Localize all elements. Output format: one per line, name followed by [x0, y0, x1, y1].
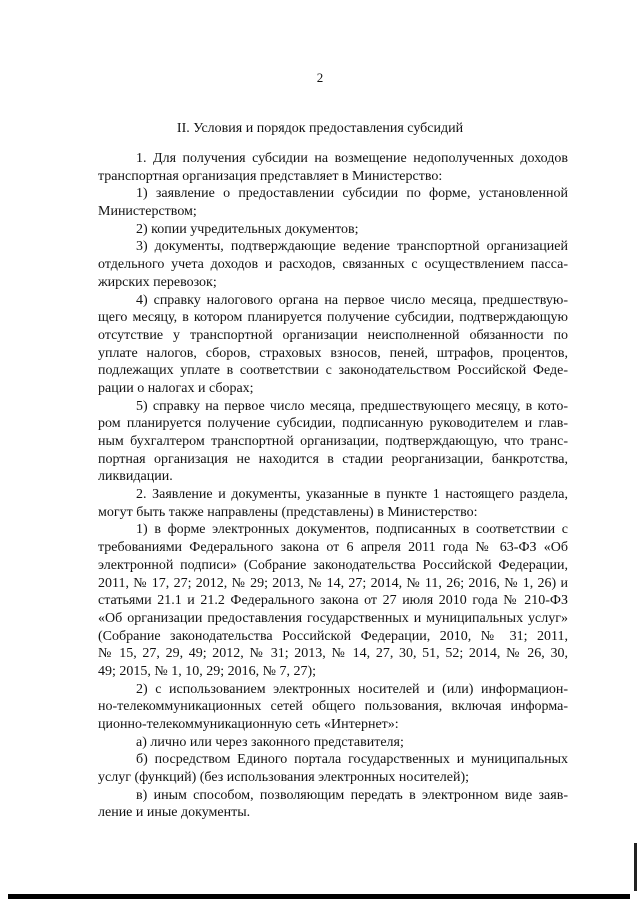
text-line: а) лично или через законного представителя;: [136, 734, 404, 750]
text-line: 49; 2015, № 1, 10, 29; 2016, № 7, 27);: [98, 663, 317, 679]
text-line: 2) с использованием электронных носителей и (или) информацион-: [136, 681, 568, 697]
text-line: 5) справку на первое число месяца, предшествующего месяцу, в кото-: [136, 398, 568, 414]
text-line: Министерством;: [98, 204, 197, 220]
text-line: «Об организации предоставления государственных и муниципальных услуг»: [98, 610, 568, 626]
text-line: ление и иные документы.: [98, 805, 251, 821]
text-line: ным бухгалтером транспортной организации, подтверждающую, что транс-: [98, 434, 568, 449]
text-line: ционно-телекоммуникационную сеть «Интернет»:: [98, 717, 399, 732]
scan-bottom-border: [8, 894, 630, 899]
text-line: щего месяцу, в котором планируется получение субсидии, подтверждающую: [98, 310, 568, 326]
text-line: 1) заявление о предоставлении субсидии по форме, установленной: [136, 186, 568, 202]
text-line: жирских перевозок;: [98, 274, 217, 290]
document-body: [98, 150, 568, 822]
text-line: ликвидации.: [98, 469, 173, 485]
text-line: № 15, 27, 29, 49; 2012, № 31; 2013, № 14, 27, 30, 51, 52; 2014, № 26, 30,: [98, 646, 568, 662]
text-line: рации о налогах и сборах;: [98, 380, 254, 396]
text-line: требованиями Федерального закона от 6 апреля 2011 года № 63-ФЗ «Об: [98, 540, 568, 556]
text-line: отдельного учета доходов и расходов, связанных с осуществлением пасса-: [98, 257, 568, 273]
page-number: 2: [316, 70, 324, 85]
text-line: могут быть также направлены (представлены) в Министерство:: [98, 504, 478, 520]
text-line: 2) копии учредительных документов;: [136, 221, 359, 237]
text-line: подлежащих уплате в соответствии с законодательством Российской Феде-: [98, 363, 568, 379]
text-line: б) посредством Единого портала государственных и муниципальных: [136, 752, 568, 768]
text-line: 4) справку налогового органа на первое число месяца, предшествую-: [136, 292, 568, 308]
text-line: 1. Для получения субсидии на возмещение недополученных доходов: [136, 151, 568, 166]
text-line: 2011, № 17, 27; 2012, № 29; 2013, № 14, 27; 2014, № 11, 26; 2016, № 1, 26) и: [98, 575, 568, 591]
text-line: 2. Заявление и документы, указанные в пункте 1 настоящего раздела,: [136, 487, 568, 503]
text-line: 3) документы, подтверждающие ведение транспортной организацией: [136, 239, 568, 255]
text-line: в) иным способом, позволяющим передать в электронном виде заяв-: [136, 787, 568, 803]
text-line: услуг (функций) (без использования электронных носителей);: [98, 770, 470, 786]
text-line: но-телекоммуникационных сетей общего пользования, включая информа-: [98, 699, 568, 715]
text-line: уплате налогов, сборов, страховых взносов, пеней, штрафов, процентов,: [98, 345, 568, 361]
text-line: ром планируется получение субсидии, подписанную руководителем и глав-: [98, 416, 568, 432]
text-line: транспортная организация представляет в Министерство:: [98, 168, 443, 184]
section-heading: II. Условия и порядок предоставления субсидий: [176, 121, 464, 136]
text-line: (Собрание законодательства Российской Федерации, 2010, № 31; 2011,: [98, 628, 568, 644]
text-line: электронной подписи» (Собрание законодательства Российской Федерации,: [98, 557, 568, 573]
scan-edge-mark: [634, 843, 637, 891]
text-line: 1) в форме электронных документов, подписанных в соответствии с: [136, 522, 568, 538]
text-line: портная организация не находится в стадии реорганизации, банкротства,: [98, 451, 568, 467]
text-line: статьями 21.1 и 21.2 Федерального закона от 27 июля 2010 года № 210-ФЗ: [98, 593, 568, 609]
text-line: отсутствие у транспортной организации неисполненной обязанности по: [98, 327, 568, 343]
